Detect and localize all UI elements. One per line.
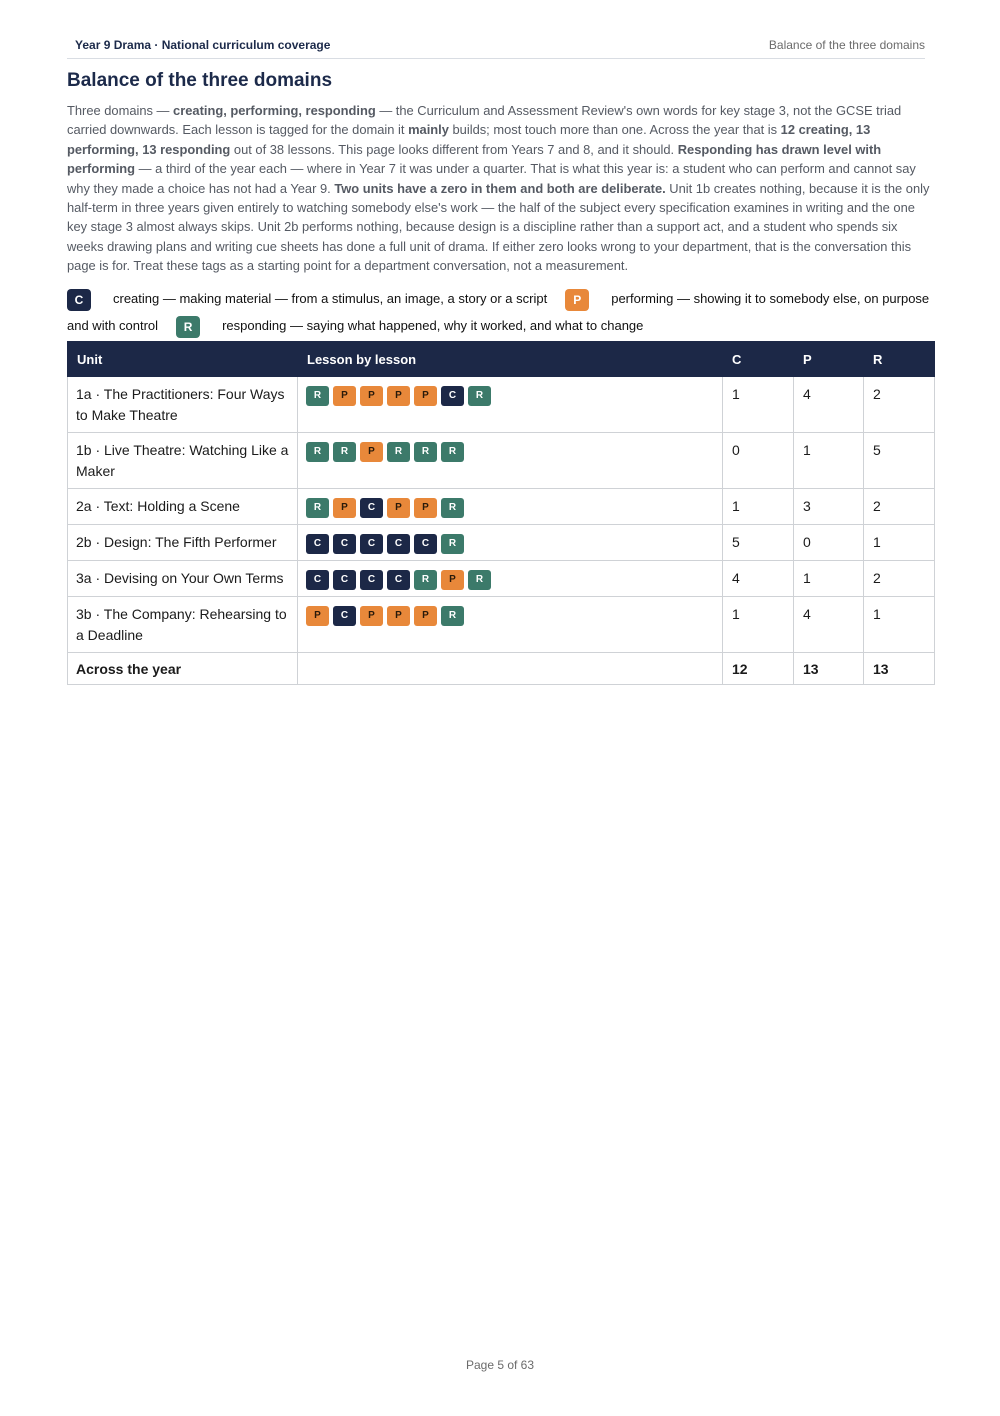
total-c: 12 bbox=[723, 653, 794, 685]
lesson-tags bbox=[306, 496, 714, 518]
intro-text: builds; most touch more than one. Across the year that is bbox=[448, 122, 781, 138]
unit-name: 1b · Live Theatre: Watching Like a Maker bbox=[68, 433, 298, 489]
count-p: 0 bbox=[794, 525, 864, 561]
running-header bbox=[67, 37, 925, 59]
lesson-tag-c: C bbox=[387, 534, 410, 554]
legend-item bbox=[176, 318, 661, 333]
lesson-tag-r: R bbox=[441, 606, 464, 626]
lesson-tag-c: C bbox=[333, 534, 356, 554]
lesson-tags bbox=[306, 532, 714, 554]
lesson-tag-r: R bbox=[468, 386, 491, 406]
lesson-tag-r: R bbox=[333, 442, 356, 462]
table-row bbox=[68, 433, 935, 489]
count-c: 4 bbox=[723, 561, 794, 597]
lesson-tag-c: C bbox=[360, 498, 383, 518]
count-r: 1 bbox=[864, 597, 935, 653]
count-r: 2 bbox=[864, 561, 935, 597]
legend-badge-r: R bbox=[176, 316, 200, 338]
page-title: Balance of the three domains bbox=[67, 70, 333, 91]
lesson-tag-p: P bbox=[360, 606, 383, 626]
intro-paragraph bbox=[67, 101, 935, 276]
unit-name: 2b · Design: The Fifth Performer bbox=[68, 525, 298, 561]
count-r: 2 bbox=[864, 489, 935, 525]
unit-name: 1a · The Practitioners: Four Ways to Make Theatre bbox=[68, 377, 298, 433]
legend-item bbox=[67, 291, 565, 306]
lesson-tag-p: P bbox=[360, 442, 383, 462]
legend-badge-c: C bbox=[67, 289, 91, 311]
count-p: 4 bbox=[794, 597, 864, 653]
count-p: 1 bbox=[794, 561, 864, 597]
intro-text: — a third of the year each — where in Year 7 it was under a quarter. That is what this year is: a student who can perform and cannot say why they made a choice has not had a Year 9. bbox=[67, 161, 916, 196]
lesson-tag-r: R bbox=[441, 498, 464, 518]
intro-text: — the Curriculum and Assessment Review's own words for key stage 3, not the GCSE triad carried downwards. Each lesson is tagged for the domain it bbox=[67, 103, 902, 138]
count-p: 4 bbox=[794, 377, 864, 433]
intro-emphasis: creating, performing, responding bbox=[173, 103, 376, 118]
col-header-p: P bbox=[794, 342, 864, 377]
lesson-tag-r: R bbox=[414, 570, 437, 590]
lesson-tag-r: R bbox=[306, 386, 329, 406]
lesson-tag-c: C bbox=[333, 606, 356, 626]
lesson-tags bbox=[306, 604, 714, 626]
total-lessons-cell bbox=[298, 653, 723, 685]
legend-label: creating — making material — from a stimulus, an image, a story or a script bbox=[113, 291, 548, 306]
lesson-tag-r: R bbox=[441, 442, 464, 462]
lesson-tag-p: P bbox=[414, 606, 437, 626]
count-p: 1 bbox=[794, 433, 864, 489]
lesson-tag-r: R bbox=[306, 442, 329, 462]
count-c: 1 bbox=[723, 377, 794, 433]
table-row bbox=[68, 377, 935, 433]
count-c: 1 bbox=[723, 597, 794, 653]
lesson-tags-cell bbox=[298, 433, 723, 489]
col-header-unit: Unit bbox=[68, 342, 298, 377]
intro-emphasis: Responding has drawn level with performing bbox=[67, 141, 882, 177]
count-c: 1 bbox=[723, 489, 794, 525]
count-p: 3 bbox=[794, 489, 864, 525]
count-r: 1 bbox=[864, 525, 935, 561]
lesson-tag-r: R bbox=[468, 570, 491, 590]
col-header-lessons: Lesson by lesson bbox=[298, 342, 723, 377]
lesson-tag-r: R bbox=[441, 534, 464, 554]
lesson-tags bbox=[306, 568, 714, 590]
unit-name: 2a · Text: Holding a Scene bbox=[68, 489, 298, 525]
lesson-tag-p: P bbox=[387, 386, 410, 406]
lesson-tags bbox=[306, 440, 714, 462]
lesson-tag-p: P bbox=[333, 498, 356, 518]
lesson-tag-p: P bbox=[387, 606, 410, 626]
lesson-tag-c: C bbox=[441, 386, 464, 406]
lesson-tags-cell bbox=[298, 489, 723, 525]
table-header-row bbox=[68, 342, 935, 377]
total-p: 13 bbox=[794, 653, 864, 685]
lesson-tag-p: P bbox=[333, 386, 356, 406]
lesson-tag-c: C bbox=[360, 534, 383, 554]
lesson-tag-p: P bbox=[441, 570, 464, 590]
count-r: 5 bbox=[864, 433, 935, 489]
domain-table bbox=[67, 341, 935, 685]
table-row bbox=[68, 597, 935, 653]
count-c: 5 bbox=[723, 525, 794, 561]
lesson-tag-c: C bbox=[387, 570, 410, 590]
intro-emphasis: 12 creating, 13 performing, 13 responding bbox=[67, 122, 871, 157]
lesson-tag-p: P bbox=[387, 498, 410, 518]
table-row bbox=[68, 561, 935, 597]
total-row bbox=[68, 653, 935, 685]
page-number: Page 5 of 63 bbox=[465, 1358, 535, 1372]
lesson-tags-cell bbox=[298, 525, 723, 561]
col-header-r: R bbox=[864, 342, 935, 377]
lesson-tags bbox=[306, 384, 714, 406]
lesson-tag-r: R bbox=[387, 442, 410, 462]
lesson-tag-c: C bbox=[306, 570, 329, 590]
legend-label: responding — saying what happened, why it worked, and what to change bbox=[222, 318, 644, 333]
lesson-tags-cell bbox=[298, 377, 723, 433]
lesson-tags-cell bbox=[298, 561, 723, 597]
lesson-tag-r: R bbox=[414, 442, 437, 462]
lesson-tags-cell bbox=[298, 597, 723, 653]
table-row bbox=[68, 525, 935, 561]
intro-emphasis: mainly bbox=[408, 122, 449, 138]
lesson-tag-r: R bbox=[306, 498, 329, 518]
legend-label: performing — showing it to somebody else, on purpose and with control bbox=[67, 291, 930, 333]
header-document-title: Year 9 Drama · National curriculum coverage bbox=[75, 38, 331, 52]
intro-text: out of 38 lessons. This page looks different from Years 7 and 8, and it should. bbox=[230, 141, 678, 157]
header-section-title: Balance of the three domains bbox=[768, 38, 925, 52]
legend-badge-p: P bbox=[565, 289, 589, 311]
intro-text: Three domains — bbox=[67, 103, 174, 118]
lesson-tag-p: P bbox=[414, 498, 437, 518]
intro-text: Unit 1b creates nothing, because it is the only half-term in three years given entirely to watching somebody else's work — the half of the subject every specification examines in writing and the one key stage 3 almost always skips. Unit 2b performs nothing, because design is a discipline rather than a support act, and a student who spends six weeks drawing plans and writing cue sheets has done a full unit of drama. If either zero looks wrong to your department, that is the conversation this page is for. Treat these tags as a starting point for a department conversation, not a measurement. bbox=[67, 180, 930, 274]
lesson-tag-p: P bbox=[360, 386, 383, 406]
count-r: 2 bbox=[864, 377, 935, 433]
count-c: 0 bbox=[723, 433, 794, 489]
total-label: Across the year bbox=[68, 653, 298, 685]
lesson-tag-c: C bbox=[414, 534, 437, 554]
intro-emphasis: Two units have a zero in them and both are deliberate. bbox=[334, 180, 666, 196]
domain-legend bbox=[67, 285, 935, 339]
lesson-tag-c: C bbox=[333, 570, 356, 590]
lesson-tag-c: C bbox=[360, 570, 383, 590]
col-header-c: C bbox=[723, 342, 794, 377]
table-row bbox=[68, 489, 935, 525]
lesson-tag-p: P bbox=[306, 606, 329, 626]
unit-name: 3b · The Company: Rehearsing to a Deadline bbox=[68, 597, 298, 653]
total-r: 13 bbox=[864, 653, 935, 685]
lesson-tag-p: P bbox=[414, 386, 437, 406]
lesson-tag-c: C bbox=[306, 534, 329, 554]
unit-name: 3a · Devising on Your Own Terms bbox=[68, 561, 298, 597]
